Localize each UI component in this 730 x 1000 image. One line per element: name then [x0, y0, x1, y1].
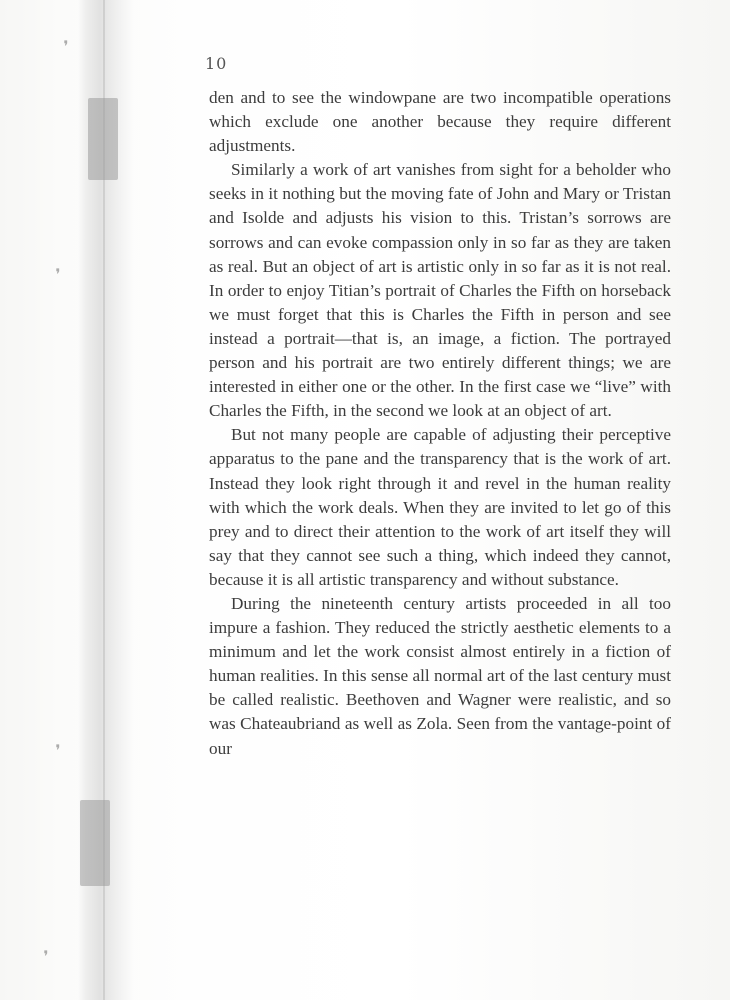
binding-hole-mark: ❜ — [43, 947, 49, 966]
paragraph: But not many people are capable of adjusting their perceptive apparatus to the pane and the transparency that is the work of art. Instead they look right through it and revel in the human reality with which the work deals. When they are invited to let go of this prey and to direct their attention to the work of art itself they will say that they cannot see such a thing, which indeed they cannot, because it is all artistic transparency and without substance. — [209, 425, 671, 589]
tape-mark-top — [88, 98, 118, 180]
binding-hole-mark: ❜ — [55, 265, 61, 284]
page-number: 10 — [205, 54, 228, 73]
paragraph: den and to see the windowpane are two incompatible operations which exclude one another because they require different adjustments. — [209, 88, 671, 156]
binding-hole-mark: ❜ — [55, 741, 61, 760]
body-text — [209, 86, 671, 761]
binding-hole-mark: ❜ — [63, 37, 69, 56]
paragraph: During the nineteenth century artists proceeded in all too impure a fashion. They reduced the strictly aesthetic elements to a minimum and let the work consist almost entirely in a fiction of human realities. In this sense all normal art of the last century must be called realistic. Beethoven and Wagner were realistic, and so was Chateaubriand as well as Zola. Seen from the vantage-point of our — [209, 593, 671, 758]
tape-mark-bottom — [80, 800, 110, 886]
paragraph: Similarly a work of art vanishes from sight for a beholder who seeks in it nothing but the moving fate of John and Mary or Tristan and Isolde and adjusts his vision to this. Tristan’s sorrows are sorrows and can evoke compassion only in so far as they are taken as real. But an object of art is artistic only in so far as it is not real. In order to enjoy Titian’s portrait of Charles the Fifth on horseback we must forget that this is Charles the Fifth in person and see instead a portrait—that is, an image, a fiction. The portrayed person and his portrait are two entirely different things; we are interested in either one or the other. In the first case we “live” with Charles the Fifth, in the second we look at an object of art. — [209, 160, 671, 421]
